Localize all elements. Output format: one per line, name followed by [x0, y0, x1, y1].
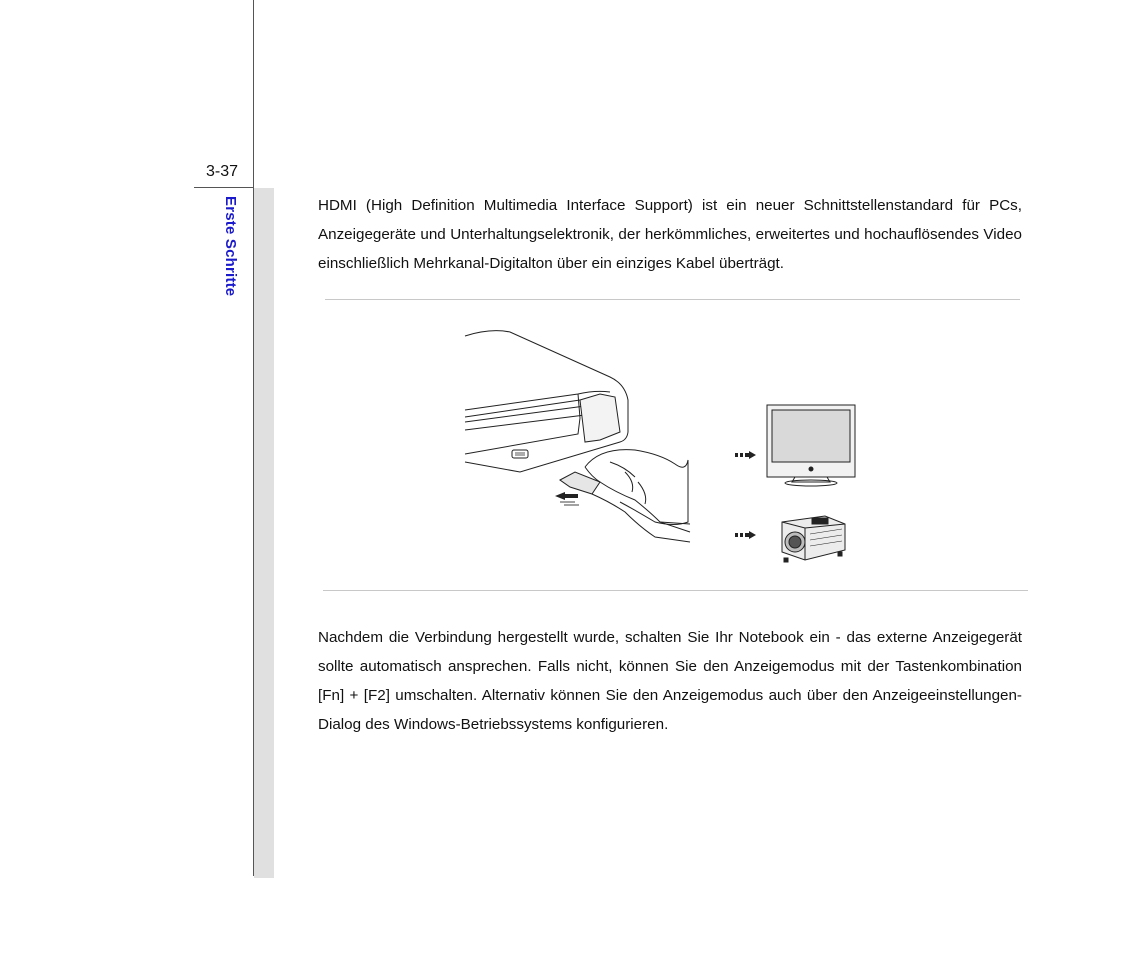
- insert-arrow-icon: [555, 492, 579, 505]
- hdmi-connection-figure: [460, 322, 870, 574]
- projector-icon: [782, 516, 845, 562]
- tv-monitor-icon: [767, 405, 855, 486]
- hand-with-hdmi-plug-icon: [560, 450, 690, 542]
- arrow-icon: [735, 451, 756, 539]
- section-title: Erste Schritte: [222, 196, 239, 297]
- sidebar-bar: [254, 188, 274, 878]
- intro-paragraph: HDMI (High Definition Multimedia Interface Support) ist ein neuer Schnittstellenstandard für PCs, Anzeigegeräte und Unterhaltungselektronik, der herkömmliches, erweitertes und hochauflösendes Video einschließlich Mehrkanal-Digitalton über ein einziges Kabel überträgt.: [318, 197, 1022, 272]
- instruction-paragraph: Nachdem die Verbindung hergestellt wurde, schalten Sie Ihr Notebook ein - das externe Anzeigegerät sollte automatisch ansprechen. Falls nicht, können Sie den Anzeigemodus mit der Tastenkombination [Fn] + [F2] umschalten. Alternativ können Sie den Anzeigemodus auch über den Anzeigeeinstellungen-Dialog des Windows-Betriebssystems konfigurieren.: [318, 629, 1022, 733]
- page-number-underline: [194, 187, 253, 188]
- figure-bottom-divider: [323, 590, 1028, 591]
- notebook-icon: [465, 331, 628, 472]
- page-number: 3-37: [206, 163, 239, 180]
- figure-top-divider: [325, 299, 1020, 300]
